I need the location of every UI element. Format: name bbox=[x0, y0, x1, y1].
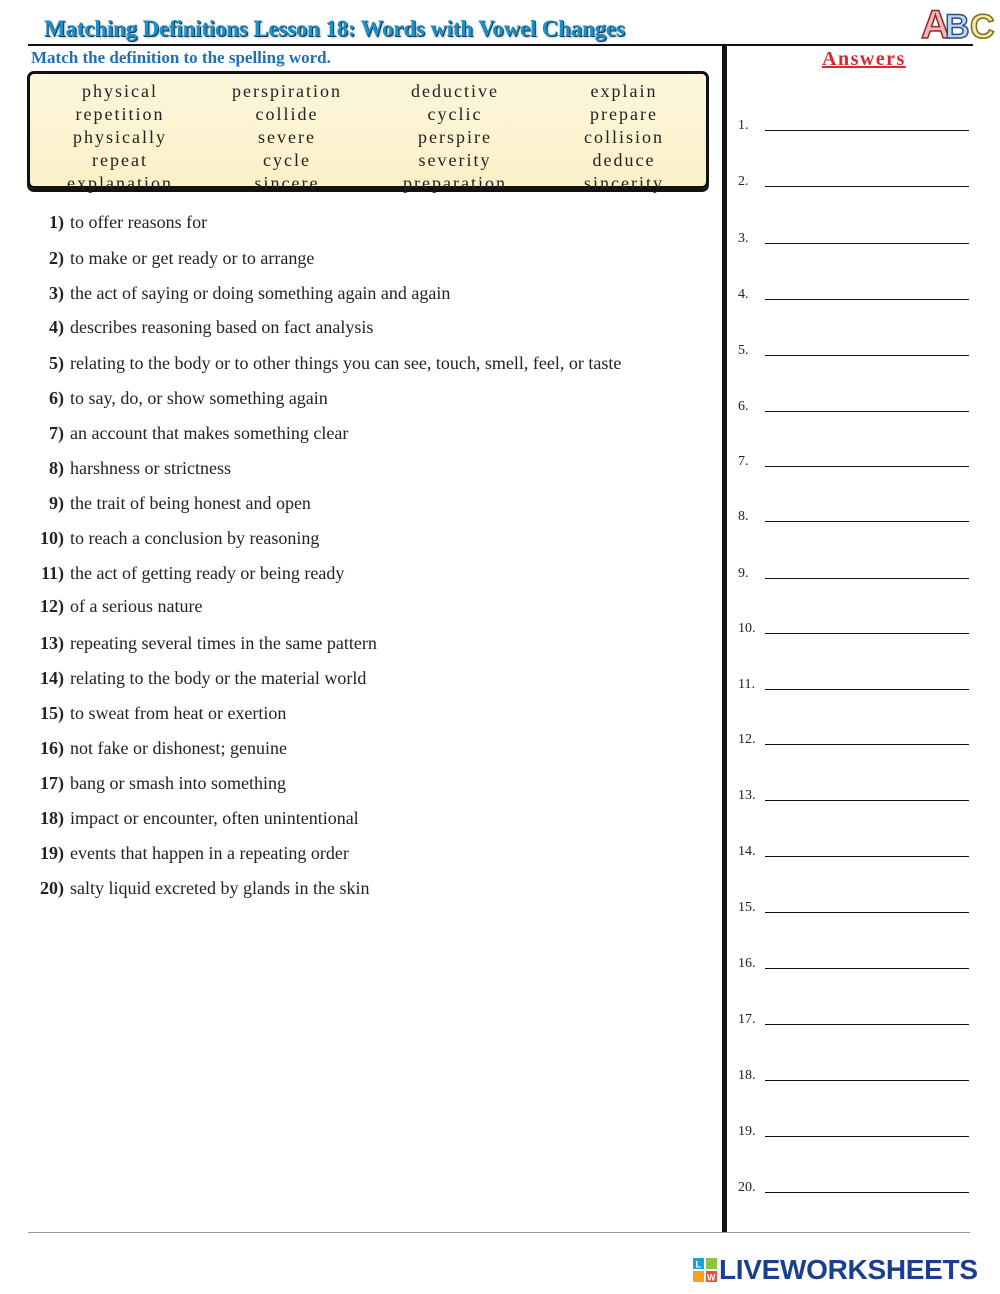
instruction-text: Match the definition to the spelling word. bbox=[31, 48, 331, 67]
answer-number: 13. bbox=[738, 788, 756, 803]
definition-text: relating to the body or the material world bbox=[70, 668, 367, 688]
answer-number: 12. bbox=[738, 732, 756, 747]
definition-item bbox=[30, 841, 349, 865]
definition-item bbox=[30, 351, 621, 375]
answer-number: 14. bbox=[738, 844, 756, 859]
definition-text: the trait of being honest and open bbox=[70, 493, 311, 513]
definition-number: 1 bbox=[49, 212, 58, 232]
word-bank-column bbox=[370, 80, 540, 195]
definition-item bbox=[30, 631, 377, 655]
answer-number: 16. bbox=[738, 956, 756, 971]
definition-item bbox=[30, 386, 328, 410]
definition-number: 12 bbox=[40, 596, 58, 616]
word-bank-word: physical bbox=[82, 81, 158, 101]
answer-number: 7. bbox=[738, 454, 749, 469]
definition-paren: ) bbox=[58, 808, 64, 828]
word-bank-word: perspiration bbox=[232, 81, 342, 101]
word-bank-word: cycle bbox=[263, 150, 311, 170]
definition-item bbox=[30, 701, 286, 725]
definition-paren: ) bbox=[58, 317, 64, 337]
answer-number: 5. bbox=[738, 343, 749, 358]
answer-number: 4. bbox=[738, 287, 749, 302]
answer-number: 1. bbox=[738, 118, 749, 133]
definition-paren: ) bbox=[58, 633, 64, 653]
definition-paren: ) bbox=[58, 493, 64, 513]
definition-number: 20 bbox=[40, 878, 58, 898]
definition-text: to sweat from heat or exertion bbox=[70, 703, 287, 723]
word-bank-column bbox=[202, 80, 372, 195]
definition-text: to make or get ready or to arrange bbox=[70, 248, 315, 268]
definition-item bbox=[30, 594, 202, 618]
answer-number: 17. bbox=[738, 1012, 756, 1027]
definition-text: events that happen in a repeating order bbox=[70, 843, 349, 863]
svg-text:A: A bbox=[921, 3, 950, 44]
definition-paren: ) bbox=[58, 458, 64, 478]
title-underline bbox=[28, 44, 973, 46]
definition-number: 2 bbox=[49, 248, 58, 268]
definition-paren: ) bbox=[58, 283, 64, 303]
word-bank bbox=[27, 71, 709, 193]
footer-rule bbox=[28, 1232, 970, 1233]
definition-number: 15 bbox=[40, 703, 58, 723]
word-bank-word: deduce bbox=[592, 150, 656, 170]
word-bank-column bbox=[539, 80, 709, 195]
definition-text: to reach a conclusion by reasoning bbox=[70, 528, 320, 548]
answer-blank[interactable] bbox=[765, 1192, 969, 1193]
definition-text: of a serious nature bbox=[70, 596, 203, 616]
definition-number: 9 bbox=[49, 493, 58, 513]
answer-number: 19. bbox=[738, 1124, 756, 1139]
answer-blank[interactable] bbox=[765, 912, 969, 913]
abc-logo-icon bbox=[920, 0, 1000, 44]
word-bank-word: prepare bbox=[590, 104, 658, 124]
definition-text: impact or encounter, often unintentional bbox=[70, 808, 359, 828]
word-bank-word: collision bbox=[584, 127, 664, 147]
definition-number: 16 bbox=[40, 738, 58, 758]
definition-text: salty liquid excreted by glands in the skin bbox=[70, 878, 370, 898]
answer-blank[interactable] bbox=[765, 411, 969, 412]
definition-item bbox=[30, 491, 311, 515]
definition-paren: ) bbox=[58, 878, 64, 898]
answer-blank[interactable] bbox=[765, 355, 969, 356]
word-bank-word: severe bbox=[258, 127, 316, 147]
definition-number: 4 bbox=[49, 317, 58, 337]
definition-number: 18 bbox=[40, 808, 58, 828]
word-bank-word: sincere bbox=[254, 173, 320, 193]
word-bank-word: perspire bbox=[418, 127, 492, 147]
definition-paren: ) bbox=[58, 248, 64, 268]
definition-text: to offer reasons for bbox=[70, 212, 208, 232]
definition-paren: ) bbox=[58, 738, 64, 758]
definition-paren: ) bbox=[58, 353, 64, 373]
answer-number: 3. bbox=[738, 231, 749, 246]
word-bank-word: physically bbox=[73, 127, 167, 147]
column-divider bbox=[722, 45, 727, 1233]
definition-item bbox=[30, 421, 348, 445]
definition-paren: ) bbox=[58, 388, 64, 408]
definition-paren: ) bbox=[58, 703, 64, 723]
answer-number: 18. bbox=[738, 1068, 756, 1083]
definition-text: harshness or strictness bbox=[70, 458, 231, 478]
answer-blank[interactable] bbox=[765, 186, 969, 187]
word-bank-word: preparation bbox=[403, 173, 507, 193]
answer-blank[interactable] bbox=[765, 130, 969, 131]
svg-text:C: C bbox=[970, 8, 995, 44]
definition-paren: ) bbox=[58, 668, 64, 688]
definition-item bbox=[30, 666, 366, 690]
word-bank-word: severity bbox=[418, 150, 492, 170]
definition-text: bang or smash into something bbox=[70, 773, 286, 793]
answer-blank[interactable] bbox=[765, 1080, 969, 1081]
definition-number: 3 bbox=[49, 283, 58, 303]
definition-paren: ) bbox=[58, 843, 64, 863]
definition-text: to say, do, or show something again bbox=[70, 388, 328, 408]
definition-number: 6 bbox=[49, 388, 58, 408]
definition-paren: ) bbox=[58, 212, 64, 232]
definition-item bbox=[30, 806, 359, 830]
definition-text: repeating several times in the same pattern bbox=[70, 633, 377, 653]
word-bank-column bbox=[35, 80, 205, 195]
answer-blank[interactable] bbox=[765, 633, 969, 634]
answer-blank[interactable] bbox=[765, 689, 969, 690]
definition-number: 13 bbox=[40, 633, 58, 653]
word-bank-word: sincerity bbox=[584, 173, 664, 193]
definition-item bbox=[30, 771, 286, 795]
definition-number: 7 bbox=[49, 423, 58, 443]
definition-item bbox=[30, 315, 373, 339]
definition-paren: ) bbox=[58, 773, 64, 793]
definition-number: 14 bbox=[40, 668, 58, 688]
definition-text: relating to the body or to other things you can see, touch, smell, feel, or taste bbox=[70, 353, 622, 373]
answer-blank[interactable] bbox=[765, 856, 969, 857]
definition-item bbox=[30, 736, 287, 760]
word-bank-word: deductive bbox=[411, 81, 499, 101]
liveworksheets-logo-icon bbox=[693, 1258, 717, 1282]
word-bank-word: collide bbox=[255, 104, 319, 124]
answer-number: 6. bbox=[738, 399, 749, 414]
answer-number: 11. bbox=[738, 677, 755, 692]
definition-item bbox=[30, 456, 231, 480]
answer-number: 8. bbox=[738, 509, 749, 524]
answer-number: 15. bbox=[738, 900, 756, 915]
svg-text:W: W bbox=[707, 1272, 716, 1282]
answer-number: 20. bbox=[738, 1180, 756, 1195]
word-bank-word: explain bbox=[590, 81, 658, 101]
definition-number: 11 bbox=[40, 563, 58, 583]
answers-heading: Answers bbox=[822, 48, 906, 70]
definition-item bbox=[30, 561, 344, 585]
definition-number: 10 bbox=[40, 528, 58, 548]
definition-number: 5 bbox=[49, 353, 58, 373]
definition-text: the act of saying or doing something again and again bbox=[70, 283, 451, 303]
definition-text: an account that makes something clear bbox=[70, 423, 349, 443]
word-bank-word: repetition bbox=[75, 104, 165, 124]
answer-number: 10. bbox=[738, 621, 756, 636]
definition-paren: ) bbox=[58, 596, 64, 616]
answer-number: 9. bbox=[738, 566, 749, 581]
answer-blank[interactable] bbox=[765, 800, 969, 801]
answer-blank[interactable] bbox=[765, 578, 969, 579]
definition-paren: ) bbox=[58, 528, 64, 548]
word-bank-word: explanation bbox=[67, 173, 173, 193]
word-bank-word: repeat bbox=[92, 150, 148, 170]
definition-item bbox=[30, 281, 450, 305]
definition-paren: ) bbox=[58, 563, 64, 583]
definition-paren: ) bbox=[58, 423, 64, 443]
answer-number: 2. bbox=[738, 174, 749, 189]
answer-blank[interactable] bbox=[765, 744, 969, 745]
answer-blank[interactable] bbox=[765, 466, 969, 467]
answer-blank[interactable] bbox=[765, 1024, 969, 1025]
answer-blank[interactable] bbox=[765, 243, 969, 244]
liveworksheets-wordmark: LIVEWORKSHEETS bbox=[719, 1254, 978, 1285]
definition-number: 17 bbox=[40, 773, 58, 793]
liveworksheets-brand[interactable] bbox=[693, 1256, 978, 1284]
page-title: Matching Definitions Lesson 18: Words with Vowel Changes bbox=[44, 16, 625, 41]
definition-item bbox=[30, 876, 369, 900]
answer-blank[interactable] bbox=[765, 521, 969, 522]
definition-number: 8 bbox=[49, 458, 58, 478]
answer-blank[interactable] bbox=[765, 968, 969, 969]
definition-item bbox=[30, 246, 314, 270]
definition-text: not fake or dishonest; genuine bbox=[70, 738, 287, 758]
svg-text:L: L bbox=[695, 1259, 701, 1270]
definition-item bbox=[30, 526, 319, 550]
definition-text: the act of getting ready or being ready bbox=[70, 563, 345, 583]
answer-blank[interactable] bbox=[765, 1136, 969, 1137]
definition-number: 19 bbox=[40, 843, 58, 863]
word-bank-word: cyclic bbox=[427, 104, 483, 124]
svg-text:B: B bbox=[945, 8, 970, 44]
answer-blank[interactable] bbox=[765, 299, 969, 300]
definition-item bbox=[30, 210, 207, 234]
definition-text: describes reasoning based on fact analysis bbox=[70, 317, 374, 337]
